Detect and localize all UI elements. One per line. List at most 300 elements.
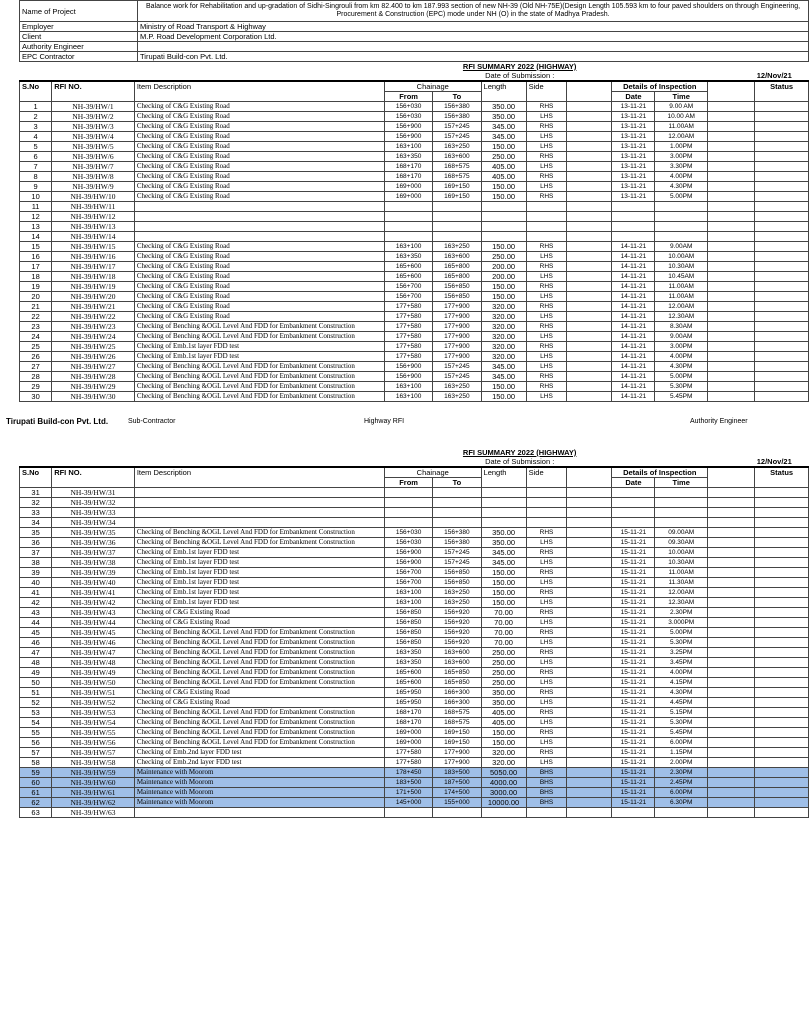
cell-status	[755, 688, 809, 698]
cell-status	[755, 122, 809, 132]
cell-date: 14-11-21	[612, 322, 655, 332]
cell-date: 14-11-21	[612, 372, 655, 382]
cell-length: 4000.00	[481, 778, 526, 788]
cell-status	[755, 488, 809, 498]
cell-from: 156+850	[384, 628, 432, 638]
cell-date: 15-11-21	[612, 798, 655, 808]
cell-from: 163+350	[384, 252, 432, 262]
cell-side: BHS	[526, 788, 567, 798]
blank	[655, 71, 755, 81]
cell-sno: 56	[20, 738, 52, 748]
footer-company: Tirupati Build-con Pvt. Ltd.	[6, 417, 109, 426]
authority-label: Authority Engineer	[20, 42, 138, 52]
cell-to: 168+575	[433, 172, 481, 182]
cell-sno: 39	[20, 568, 52, 578]
cell-rfi-no: NH-39/HW/22	[52, 312, 135, 322]
cell-sno: 8	[20, 172, 52, 182]
cell-rfi-no: NH-39/HW/29	[52, 382, 135, 392]
cell-rfi-no: NH-39/HW/26	[52, 352, 135, 362]
cell-blank	[567, 352, 612, 362]
cell-rfi-no: NH-39/HW/43	[52, 608, 135, 618]
cell-date: 13-11-21	[612, 192, 655, 202]
cell-description	[134, 212, 384, 222]
cell-status	[755, 608, 809, 618]
cell-side: LHS	[526, 162, 567, 172]
cell-description: Checking of Emb.2nd layer FDD test	[134, 758, 384, 768]
cell-side: RHS	[526, 728, 567, 738]
cell-sno: 43	[20, 608, 52, 618]
cell-from: 165+600	[384, 678, 432, 688]
cell-rfi-no: NH-39/HW/56	[52, 738, 135, 748]
cell-rfi-no: NH-39/HW/60	[52, 778, 135, 788]
table-row	[20, 658, 809, 668]
cell-date	[612, 488, 655, 498]
date-of-submission-label: Date of Submission :	[485, 71, 555, 80]
cell-sno: 28	[20, 372, 52, 382]
cell-description: Checking of C&G Existing Road	[134, 312, 384, 322]
cell-time	[655, 508, 708, 518]
cell-length: 320.00	[481, 342, 526, 352]
cell-description: Checking of C&G Existing Road	[134, 688, 384, 698]
cell-description	[134, 222, 384, 232]
cell-to: 168+575	[433, 708, 481, 718]
cell-side: LHS	[526, 392, 567, 402]
table-row	[20, 608, 809, 618]
cell-to: 163+250	[433, 588, 481, 598]
cell-sno: 32	[20, 498, 52, 508]
cell-blank	[708, 528, 755, 538]
cell-length: 150.00	[481, 738, 526, 748]
cell-to	[433, 488, 481, 498]
cell-blank	[567, 392, 612, 402]
cell-sno: 40	[20, 578, 52, 588]
cell-length: 150.00	[481, 292, 526, 302]
cell-time: 3.00PM	[655, 152, 708, 162]
cell-rfi-no: NH-39/HW/4	[52, 132, 135, 142]
cell-status	[755, 758, 809, 768]
cell-to: 187+500	[433, 778, 481, 788]
cell-blank	[708, 738, 755, 748]
cell-sno: 20	[20, 292, 52, 302]
cell-sno: 45	[20, 628, 52, 638]
cell-date: 15-11-21	[612, 568, 655, 578]
blank	[567, 81, 612, 102]
cell-to	[433, 518, 481, 528]
cell-length	[481, 212, 526, 222]
cell-description: Checking of Benching &OGL Level And FDD for Embankment Construction	[134, 528, 384, 538]
cell-to: 163+250	[433, 382, 481, 392]
cell-from	[384, 498, 432, 508]
cell-side: RHS	[526, 688, 567, 698]
cell-time: 4.45PM	[655, 698, 708, 708]
cell-description: Checking of Emb.2nd layer FDD test	[134, 748, 384, 758]
cell-length: 320.00	[481, 312, 526, 322]
cell-length: 70.00	[481, 618, 526, 628]
cell-date: 13-11-21	[612, 112, 655, 122]
cell-length: 320.00	[481, 352, 526, 362]
cell-date: 14-11-21	[612, 282, 655, 292]
cell-description: Checking of Emb.1st layer FDD test	[134, 352, 384, 362]
cell-blank	[708, 102, 755, 112]
table-row	[20, 112, 809, 122]
cell-side: LHS	[526, 142, 567, 152]
cell-blank	[708, 282, 755, 292]
cell-side: BHS	[526, 798, 567, 808]
cell-time: 10.30AM	[655, 558, 708, 568]
cell-side	[526, 498, 567, 508]
cell-from: 177+580	[384, 312, 432, 322]
cell-time: 09.30AM	[655, 538, 708, 548]
cell-blank	[708, 628, 755, 638]
cell-date: 15-11-21	[612, 618, 655, 628]
cell-from: 178+450	[384, 768, 432, 778]
cell-from: 156+700	[384, 568, 432, 578]
table-row	[20, 102, 809, 112]
cell-from: 163+350	[384, 648, 432, 658]
cell-status	[755, 518, 809, 528]
cell-length: 320.00	[481, 302, 526, 312]
cell-from: 169+000	[384, 738, 432, 748]
cell-rfi-no: NH-39/HW/8	[52, 172, 135, 182]
cell-sno: 12	[20, 212, 52, 222]
cell-description	[134, 808, 384, 818]
cell-blank	[708, 312, 755, 322]
cell-date: 15-11-21	[612, 558, 655, 568]
cell-status	[755, 498, 809, 508]
cell-length: 5050.00	[481, 768, 526, 778]
cell-blank	[708, 798, 755, 808]
cell-side: RHS	[526, 382, 567, 392]
cell-time: 4.15PM	[655, 678, 708, 688]
cell-time: 3.45PM	[655, 658, 708, 668]
cell-date	[612, 232, 655, 242]
cell-description: Checking of C&G Existing Road	[134, 608, 384, 618]
table-row	[20, 332, 809, 342]
cell-status	[755, 242, 809, 252]
cell-description	[134, 488, 384, 498]
cell-to: 169+150	[433, 728, 481, 738]
cell-sno: 10	[20, 192, 52, 202]
cell-blank	[708, 382, 755, 392]
table-row	[20, 488, 809, 498]
header-sno: S.No	[20, 81, 52, 102]
cell-date: 13-11-21	[612, 162, 655, 172]
cell-rfi-no: NH-39/HW/49	[52, 668, 135, 678]
cell-side: LHS	[526, 598, 567, 608]
cell-length: 250.00	[481, 658, 526, 668]
cell-length: 200.00	[481, 262, 526, 272]
cell-rfi-no: NH-39/HW/61	[52, 788, 135, 798]
cell-rfi-no: NH-39/HW/5	[52, 142, 135, 152]
cell-blank	[708, 162, 755, 172]
cell-rfi-no: NH-39/HW/23	[52, 322, 135, 332]
cell-from: 163+100	[384, 142, 432, 152]
cell-blank	[708, 392, 755, 402]
cell-rfi-no: NH-39/HW/40	[52, 578, 135, 588]
cell-status	[755, 808, 809, 818]
cell-blank	[567, 688, 612, 698]
blank	[655, 62, 809, 71]
cell-status	[755, 112, 809, 122]
cell-length: 150.00	[481, 142, 526, 152]
cell-status	[755, 628, 809, 638]
cell-description	[134, 508, 384, 518]
cell-sno: 37	[20, 548, 52, 558]
cell-blank	[708, 508, 755, 518]
cell-time: 5.15PM	[655, 708, 708, 718]
cell-blank	[708, 668, 755, 678]
cell-sno: 38	[20, 558, 52, 568]
cell-rfi-no: NH-39/HW/14	[52, 232, 135, 242]
cell-time	[655, 488, 708, 498]
cell-side: BHS	[526, 778, 567, 788]
cell-side: RHS	[526, 588, 567, 598]
cell-blank	[567, 748, 612, 758]
cell-length: 150.00	[481, 578, 526, 588]
cell-time	[655, 518, 708, 528]
cell-sno: 59	[20, 768, 52, 778]
header-side: Side	[526, 81, 567, 102]
cell-status	[755, 182, 809, 192]
cell-side: LHS	[526, 678, 567, 688]
cell-description: Checking of Benching &OGL Level And FDD for Embankment Construction	[134, 372, 384, 382]
cell-length: 350.00	[481, 112, 526, 122]
cell-sno: 25	[20, 342, 52, 352]
cell-blank	[708, 638, 755, 648]
cell-blank	[708, 232, 755, 242]
cell-sno: 13	[20, 222, 52, 232]
cell-blank	[567, 548, 612, 558]
cell-length: 405.00	[481, 718, 526, 728]
table-row	[20, 758, 809, 768]
cell-sno: 61	[20, 788, 52, 798]
cell-sno: 46	[20, 638, 52, 648]
table-row	[20, 292, 809, 302]
cell-sno: 55	[20, 728, 52, 738]
cell-time: 11.00AM	[655, 568, 708, 578]
cell-description: Checking of C&G Existing Road	[134, 132, 384, 142]
cell-from	[384, 488, 432, 498]
table-row	[20, 748, 809, 758]
cell-time	[655, 202, 708, 212]
cell-from: 156+900	[384, 362, 432, 372]
cell-sno: 5	[20, 142, 52, 152]
table-row	[20, 768, 809, 778]
rfi-summary-section-2	[0, 448, 794, 818]
cell-description: Checking of Benching &OGL Level And FDD for Embankment Construction	[134, 668, 384, 678]
cell-from	[384, 808, 432, 818]
cell-side: RHS	[526, 372, 567, 382]
cell-time: 12.30AM	[655, 598, 708, 608]
header-date: Date	[612, 478, 655, 488]
cell-status	[755, 778, 809, 788]
table-row	[20, 192, 809, 202]
cell-description: Maintenance with Moorom	[134, 768, 384, 778]
cell-blank	[567, 192, 612, 202]
cell-blank	[708, 262, 755, 272]
cell-side: RHS	[526, 648, 567, 658]
cell-status	[755, 152, 809, 162]
cell-rfi-no: NH-39/HW/15	[52, 242, 135, 252]
cell-sno: 50	[20, 678, 52, 688]
cell-blank	[567, 132, 612, 142]
cell-time: 8.30AM	[655, 322, 708, 332]
cell-from: 156+900	[384, 122, 432, 132]
blank	[20, 71, 385, 81]
cell-sno: 48	[20, 658, 52, 668]
cell-from: 145+000	[384, 798, 432, 808]
cell-date: 13-11-21	[612, 102, 655, 112]
table-row	[20, 282, 809, 292]
cell-date: 15-11-21	[612, 578, 655, 588]
cell-status	[755, 172, 809, 182]
cell-blank	[708, 558, 755, 568]
cell-status	[755, 222, 809, 232]
cell-date: 14-11-21	[612, 252, 655, 262]
cell-date: 15-11-21	[612, 778, 655, 788]
cell-length: 3000.00	[481, 788, 526, 798]
cell-description: Checking of C&G Existing Road	[134, 272, 384, 282]
cell-time: 11.00AM	[655, 292, 708, 302]
cell-from: 156+700	[384, 578, 432, 588]
cell-time: 12.30AM	[655, 312, 708, 322]
cell-to: 169+150	[433, 182, 481, 192]
cell-blank	[567, 798, 612, 808]
cell-blank	[567, 112, 612, 122]
cell-date: 15-11-21	[612, 678, 655, 688]
cell-blank	[708, 212, 755, 222]
cell-blank	[567, 382, 612, 392]
cell-length: 250.00	[481, 678, 526, 688]
cell-sno: 63	[20, 808, 52, 818]
header-length: Length	[481, 81, 526, 102]
cell-description: Checking of Benching &OGL Level And FDD for Embankment Construction	[134, 678, 384, 688]
cell-to: 177+900	[433, 332, 481, 342]
cell-side: RHS	[526, 608, 567, 618]
authority-value	[138, 42, 809, 52]
cell-sno: 26	[20, 352, 52, 362]
cell-description: Checking of C&G Existing Road	[134, 192, 384, 202]
cell-blank	[708, 332, 755, 342]
cell-rfi-no: NH-39/HW/31	[52, 488, 135, 498]
cell-time: 09.00AM	[655, 528, 708, 538]
cell-time: 9.00AM	[655, 332, 708, 342]
cell-description: Checking of Benching &OGL Level And FDD for Embankment Construction	[134, 638, 384, 648]
cell-side: LHS	[526, 638, 567, 648]
cell-time: 12.00AM	[655, 302, 708, 312]
cell-from: 163+350	[384, 658, 432, 668]
table-row	[20, 122, 809, 132]
cell-side: LHS	[526, 758, 567, 768]
cell-length: 250.00	[481, 648, 526, 658]
blank	[708, 81, 755, 102]
cell-description: Maintenance with Moorom	[134, 778, 384, 788]
cell-rfi-no: NH-39/HW/28	[52, 372, 135, 382]
cell-sno: 17	[20, 262, 52, 272]
cell-status	[755, 708, 809, 718]
blank	[20, 448, 385, 457]
cell-rfi-no: NH-39/HW/3	[52, 122, 135, 132]
cell-length: 250.00	[481, 152, 526, 162]
cell-rfi-no: NH-39/HW/53	[52, 708, 135, 718]
table-row	[20, 232, 809, 242]
cell-status	[755, 728, 809, 738]
cell-length	[481, 232, 526, 242]
cell-from: 163+100	[384, 392, 432, 402]
cell-blank	[567, 678, 612, 688]
cell-blank	[708, 342, 755, 352]
cell-date: 14-11-21	[612, 352, 655, 362]
table-row	[20, 688, 809, 698]
blank	[567, 467, 612, 488]
cell-date: 13-11-21	[612, 182, 655, 192]
cell-blank	[567, 232, 612, 242]
date-of-submission-label: Date of Submission :	[485, 457, 555, 466]
cell-date: 15-11-21	[612, 748, 655, 758]
table-row	[20, 312, 809, 322]
cell-status	[755, 142, 809, 152]
cell-side	[526, 518, 567, 528]
header-details-of-inspection: Details of Inspection	[612, 81, 708, 92]
cell-to: 177+900	[433, 352, 481, 362]
cell-description: Checking of C&G Existing Road	[134, 152, 384, 162]
cell-to: 156+850	[433, 282, 481, 292]
cell-to: 156+850	[433, 568, 481, 578]
cell-length: 350.00	[481, 538, 526, 548]
cell-sno: 19	[20, 282, 52, 292]
cell-sno: 57	[20, 748, 52, 758]
cell-time: 10.00AM	[655, 548, 708, 558]
table-row	[20, 778, 809, 788]
cell-time: 1.15PM	[655, 748, 708, 758]
cell-rfi-no: NH-39/HW/16	[52, 252, 135, 262]
cell-blank	[567, 628, 612, 638]
cell-status	[755, 638, 809, 648]
cell-date: 15-11-21	[612, 758, 655, 768]
header-chainage: Chainage	[384, 81, 481, 92]
cell-status	[755, 202, 809, 212]
table-row	[20, 718, 809, 728]
cell-blank	[567, 332, 612, 342]
cell-from: 163+350	[384, 152, 432, 162]
cell-from: 169+000	[384, 728, 432, 738]
table-row	[20, 342, 809, 352]
cell-status	[755, 738, 809, 748]
table-row	[20, 628, 809, 638]
cell-description: Checking of C&G Existing Road	[134, 618, 384, 628]
cell-to	[433, 222, 481, 232]
cell-from: 156+030	[384, 538, 432, 548]
date-of-submission-value: 12/Nov/21	[756, 71, 792, 80]
cell-from: 156+900	[384, 558, 432, 568]
cell-rfi-no: NH-39/HW/1	[52, 102, 135, 112]
cell-time: 6.30PM	[655, 798, 708, 808]
rfi-table	[19, 448, 809, 818]
header-rfi-no: RFI NO.	[52, 81, 135, 102]
cell-rfi-no: NH-39/HW/37	[52, 548, 135, 558]
cell-from: 163+100	[384, 382, 432, 392]
cell-description: Checking of C&G Existing Road	[134, 112, 384, 122]
cell-length: 70.00	[481, 608, 526, 618]
cell-blank	[567, 508, 612, 518]
cell-blank	[708, 322, 755, 332]
cell-from: 169+000	[384, 192, 432, 202]
cell-date: 15-11-21	[612, 658, 655, 668]
cell-description: Maintenance with Moorom	[134, 788, 384, 798]
cell-to: 166+300	[433, 688, 481, 698]
cell-sno: 14	[20, 232, 52, 242]
cell-description: Checking of Benching &OGL Level And FDD for Embankment Construction	[134, 708, 384, 718]
